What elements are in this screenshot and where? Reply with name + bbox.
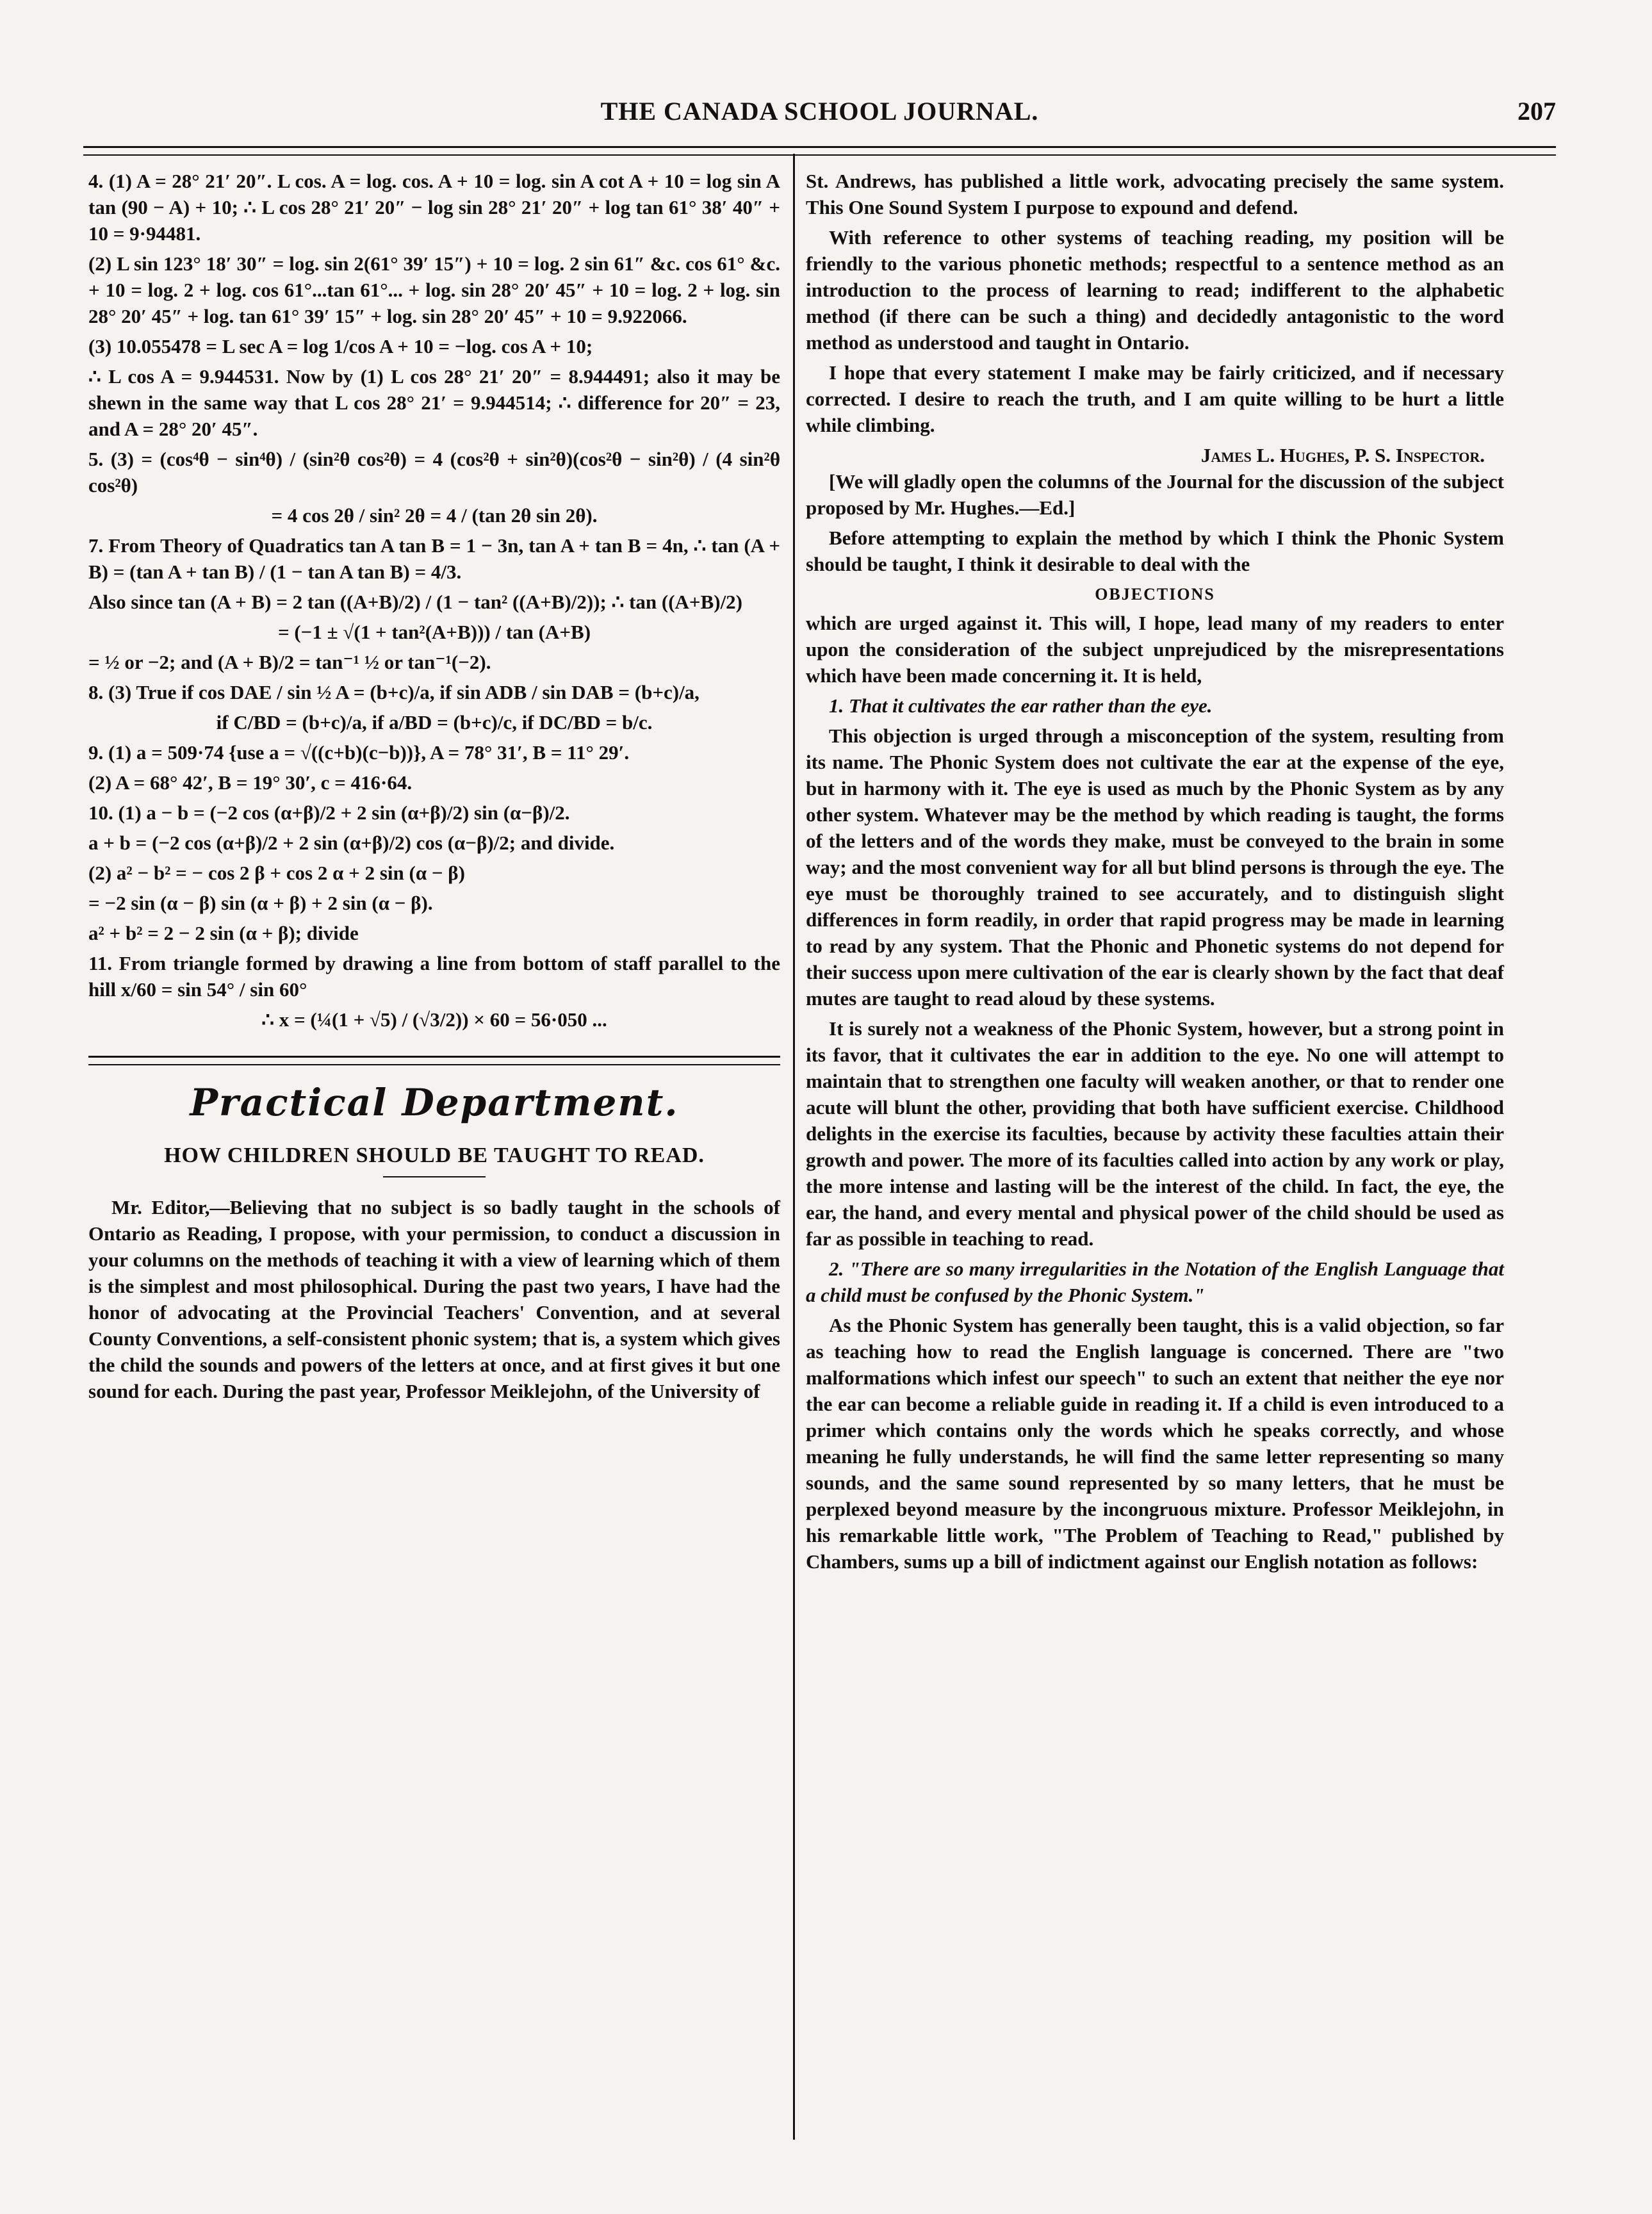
page-number: 207	[1517, 97, 1556, 126]
math-line: = −2 sin (α − β) sin (α + β) + 2 sin (α − β).	[88, 892, 433, 914]
math-line: 7. From Theory of Quadratics tan A tan B = 1 − 3n, tan A + tan B = 4n, ∴ tan (A + B) = (tan A + tan B) / (1 − tan A tan B) = 4/3.	[88, 534, 780, 583]
math-line: a + b = (−2 cos (α+β)/2 + 2 sin (α+β)/2) cos (α−β)/2; and divide.	[88, 832, 615, 854]
article-paragraph: It is surely not a weakness of the Phonic System, however, but a strong point in its favor, that it cultivates the ear in addition to the eye. No one will attempt to maintain that to strengthen one faculty will weaken another, or that to render one acute will blunt the other, providing that both have sufficient exercise. Childhood delights in the exercise its faculties, because by activity these faculties attain their growth and power. The more of its faculties called into action by any work or play, the more intense and lasting will be the interest of the child. In fact, the eye, the ear, the hand, and every mental and physical power of the child should be used as far as possible in teaching to read.	[806, 1017, 1504, 1250]
article-paragraph: I hope that every statement I make may be fairly criticized, and if necessary corrected. I desire to reach the truth, and I am quite willing to be hurt a little while climbing.	[806, 361, 1504, 436]
objection-heading: 1. That it cultivates the ear rather than the eye.	[829, 694, 1213, 717]
math-line: (3) 10.055478 = L sec A = log 1/cos A + 10 = −log. cos A + 10;	[88, 335, 593, 357]
math-line: 5. (3) = (cos⁴θ − sin⁴θ) / (sin²θ cos²θ) = 4 (cos²θ + sin²θ)(cos²θ − sin²θ) / (4 sin²θ cos²θ)	[88, 448, 780, 496]
math-line: Also since tan (A + B) = 2 tan ((A+B)/2) / (1 − tan² ((A+B)/2)); ∴ tan ((A+B)/2)	[88, 591, 743, 613]
math-line: 11. From triangle formed by drawing a line from bottom of staff parallel to the hill x/60 = sin 54° / sin 60°	[88, 952, 780, 1001]
math-line: 8. (3) True if cos DAE / sin ½ A = (b+c)/a, if sin ADB / sin DAB = (b+c)/a,	[88, 681, 699, 703]
math-line: (2) L sin 123° 18′ 30″ = log. sin 2(61° 39′ 15″) + 10 = log. 2 sin 61″ &c. cos 61° &c. + 10 = log. 2 + log. cos 61°...tan 61°... + log. sin 28° 20′ 45″ + 10 = log. 2 + log. sin 28° 20′ 45″ + log. tan 61° 39′ 15″ + log. sin 28° 20′ 45″ + 10 = 9.922066.	[88, 252, 780, 327]
math-line: ∴ L cos A = 9.944531. Now by (1) L cos 28° 21′ 20″ = 8.944491; also it may be shewn in the same way that L cos 28° 21′ = 9.944514; ∴ difference for 20″ = 23, and A = 28° 20′ 45″.	[88, 365, 780, 440]
journal-title: THE CANADA SCHOOL JOURNAL.	[600, 97, 1039, 126]
math-line: 4. (1) A = 28° 21′ 20″. L cos. A = log. cos. A + 10 = log. sin A cot A + 10 = log sin A tan (90 − A) + 10; ∴ L cos 28° 21′ 20″ − log sin 28° 21′ 20″ + log tan 61° 38′ 40″ + 10 = 9·94481.	[88, 170, 780, 245]
math-line: (2) A = 68° 42′, B = 19° 30′, c = 416·64.	[88, 771, 413, 794]
article-paragraph: which are urged against it. This will, I hope, lead many of my readers to enter upon the consideration of the subject unprejudiced by the misrepresentations which have been made concerning it. It is held,	[806, 612, 1504, 687]
title-rule	[383, 1176, 486, 1177]
article-paragraph: This objection is urged through a misconception of the system, resulting from its name. The Phonic System does not cultivate the ear at the expense of the eye, but in harmony with it. The eye is used as much by the Phonic System as by any other system. Whatever may be the method by which reading is taught, the forms of the letters and of the words they make, must be conveyed to the brain in some way; and the most convenient way for all but blind persons is through the eye. The eye must be thoroughly trained to see accurately, and to distinguish slight differences in form readily, in order that rapid progress may be made in learning to read by any system. That the Phonic and Phonetic systems do not depend for their success upon mere cultivation of the ear is clearly shown by the fact that deaf mutes are taught to read aloud by these systems.	[806, 725, 1504, 1010]
column-divider	[793, 154, 795, 2140]
article-paragraph: Mr. Editor,—Believing that no subject is so badly taught in the schools of Ontario as Reading, I propose, with your permission, to conduct a discussion in your columns on the methods of teaching it with a view of learning which of them is the simplest and most philosophical. During the past two years, I have had the honor of advocating at the Provincial Teachers' Convention, and at several County Conventions, a self-consistent phonic system; that is, a system which gives the child the sounds and powers of the letters at once, and at first gives it but one sound for each. During the past year, Professor Meiklejohn, of the University of	[88, 1196, 780, 1402]
objection-heading: 2. "There are so many irregularities in the Notation of the English Language that a child must be confused by the Phonic System."	[806, 1258, 1504, 1306]
header-rule	[83, 146, 1556, 156]
math-line: 10. (1) a − b = (−2 cos (α+β)/2 + 2 sin (α+β)/2) sin (α−β)/2.	[88, 801, 570, 824]
article-title: HOW CHILDREN SHOULD BE TAUGHT TO READ.	[164, 1144, 705, 1167]
math-line: 9. (1) a = 509·74 {use a = √((c+b)(c−b))}, A = 78° 31′, B = 11° 29′.	[88, 741, 630, 764]
math-line: (2) a² − b² = − cos 2 β + cos 2 α + 2 sin (α − β)	[88, 862, 465, 884]
article-paragraph: Before attempting to explain the method by which I think the Phonic System should be taught, I think it desirable to deal with the	[806, 527, 1504, 575]
section-rule	[88, 1056, 780, 1065]
math-line: = ½ or −2; and (A + B)/2 = tan⁻¹ ½ or tan⁻¹(−2).	[88, 651, 491, 673]
math-line: ∴ x = (¼(1 + √5) / (√3/2)) × 60 = 56·050 ...	[261, 1008, 607, 1031]
math-line: = 4 cos 2θ / sin² 2θ = 4 / (tan 2θ sin 2θ).	[271, 504, 598, 527]
math-solutions	[88, 168, 780, 1033]
running-head	[83, 96, 1556, 147]
math-line: a² + b² = 2 − 2 sin (α + β); divide	[88, 922, 359, 944]
article-paragraph: St. Andrews, has published a little work, advocating precisely the same system. This One Sound System I purpose to expound and defend.	[806, 170, 1504, 218]
article-paragraph: With reference to other systems of teaching reading, my position will be friendly to the various phonetic methods; respectful to a sentence method as an introduction to the process of learning to read; indifferent to the alphabetic method (if there can be such a thing) and decidedly antagonistic to the word method as understood and taught in Ontario.	[806, 226, 1504, 354]
objections-heading: OBJECTIONS	[1095, 585, 1215, 603]
right-column	[806, 168, 1504, 1578]
left-column	[88, 168, 780, 1408]
author-signature: James L. Hughes, P. S. Inspector.	[1200, 444, 1485, 466]
math-line: = (−1 ± √(1 + tan²(A+B))) / tan (A+B)	[277, 621, 591, 643]
editor-note: [We will gladly open the columns of the Journal for the discussion of the subject proposed by Mr. Hughes.—Ed.]	[806, 470, 1504, 519]
section-title: Practical Department.	[190, 1081, 679, 1124]
article-paragraph: As the Phonic System has generally been taught, this is a valid objection, so far as teaching how to read the English language is concerned. There are "two malformations which infest our speech" to such an extent that neither the eye nor the ear can become a reliable guide in reading it. If a child is even introduced to a primer which contains only the words which he speaks correctly, and whose meaning he fully understands, he will find the same letter representing so many sounds, and the same sound represented by so many letters, that he must be perplexed beyond measure by the incongruous mixture. Professor Meiklejohn, in his remarkable little work, "The Problem of Teaching to Read," published by Chambers, sums up a bill of indictment against our English notation as follows:	[806, 1314, 1504, 1573]
math-line: if C/BD = (b+c)/a, if a/BD = (b+c)/c, if DC/BD = b/c.	[216, 711, 653, 734]
